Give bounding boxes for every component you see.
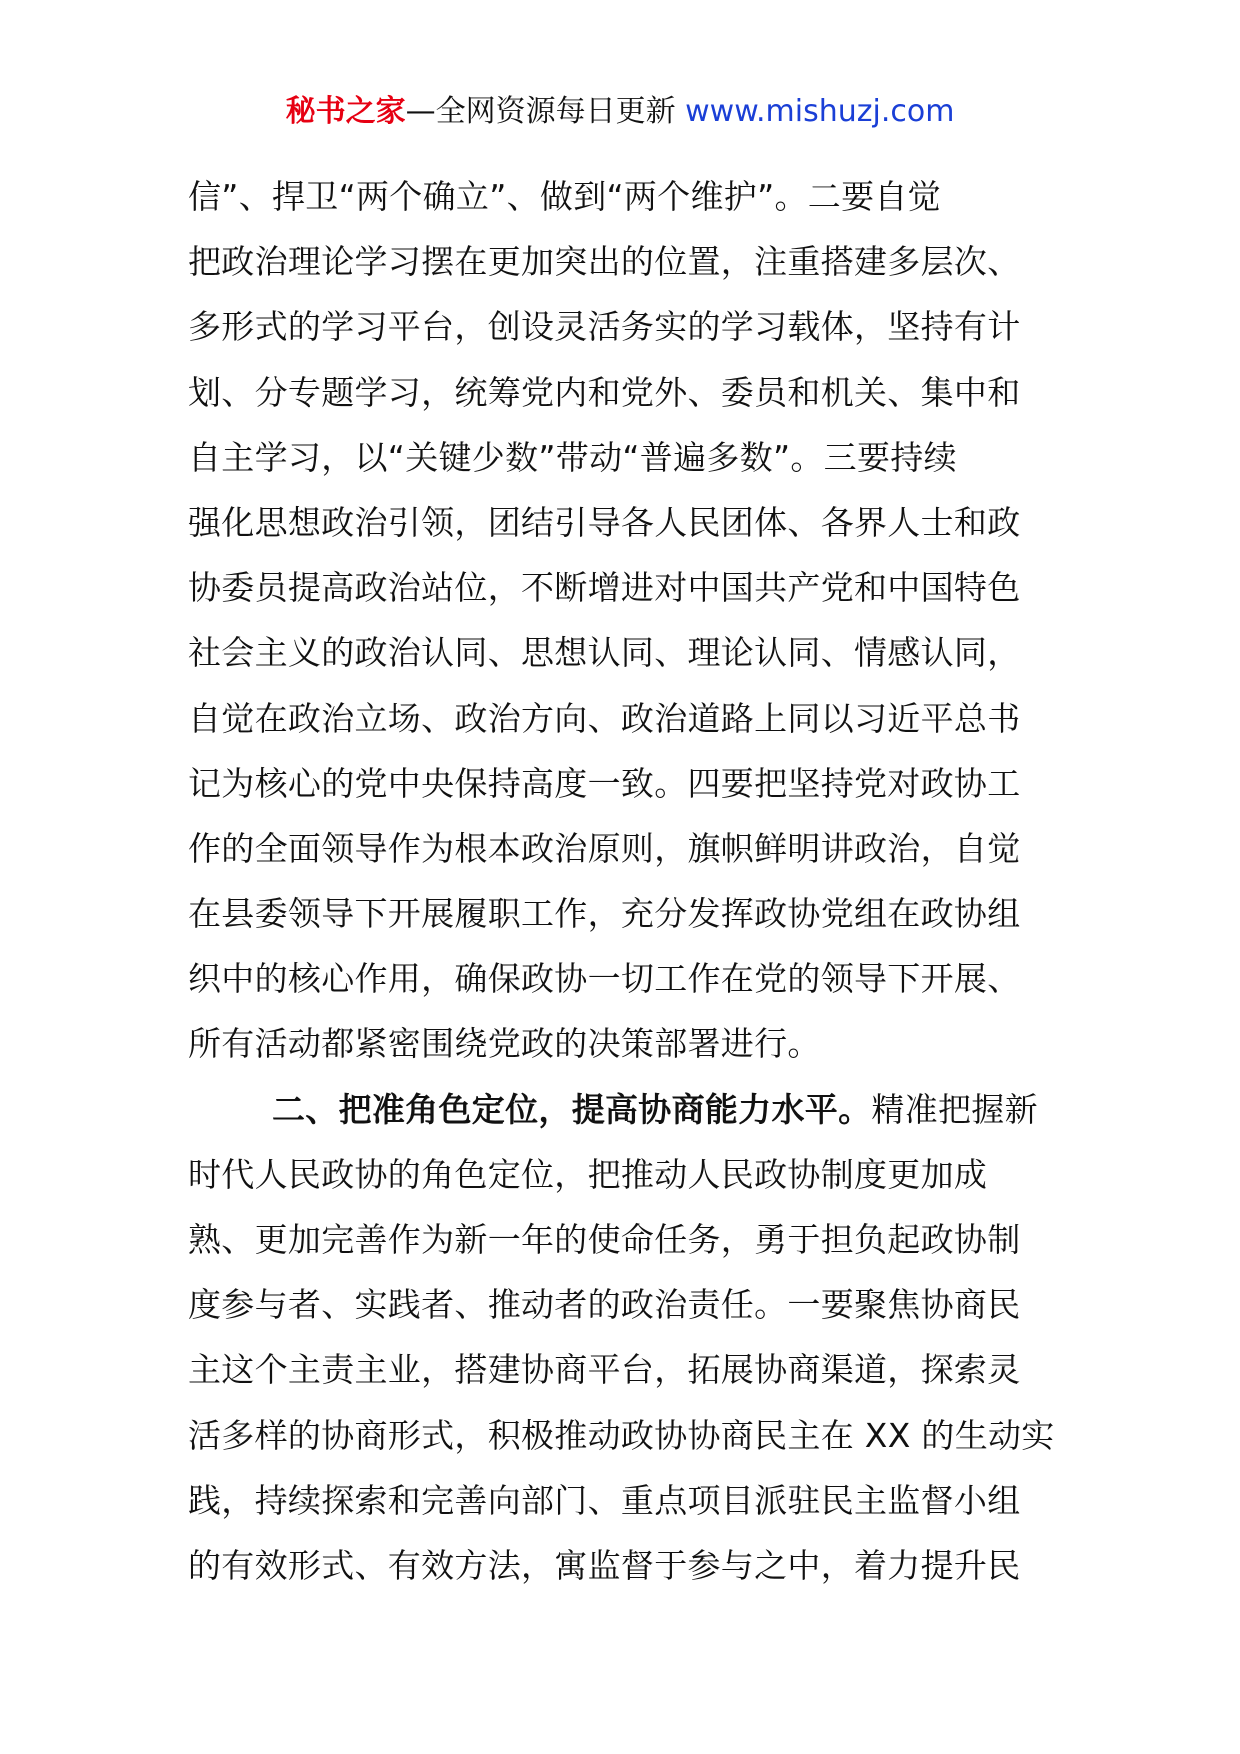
brand-name: 秘书之家 xyxy=(285,94,406,129)
body-line: 划、分专题学习，统筹党内和党外、委员和机关、集中和 xyxy=(188,372,1021,412)
body-line: 的有效形式、有效方法，寓监督于参与之中，着力提升民 xyxy=(188,1545,1021,1585)
body-line: 记为核心的党中央保持高度一致。四要把坚持党对政协工 xyxy=(188,763,1021,803)
body-line: 协委员提高政治站位，不断增进对中国共产党和中国特色 xyxy=(188,568,1021,608)
section-heading: 二、把准角色定位，提高协商能力水平。 xyxy=(272,1089,872,1129)
body-line: 社会主义的政治认同、思想认同、理论认同、情感认同， xyxy=(188,633,1021,673)
section-heading-line xyxy=(188,1077,1058,1142)
body-line: 所有活动都紧密围绕党政的决策部署进行。 xyxy=(188,1024,821,1064)
body-line: 自主学习，以“关键少数”带动“普遍多数”。三要持续 xyxy=(188,437,957,477)
body-line: 作的全面领导作为根本政治原则，旗帜鲜明讲政治，自觉 xyxy=(188,828,1021,868)
body-line: 信”、捍卫“两个确立”、做到“两个维护”。二要自觉 xyxy=(188,177,941,216)
body-line: 度参与者、实践者、推动者的政治责任。一要聚焦协商民 xyxy=(188,1285,1021,1325)
body-line: 主这个主责主业，搭建协商平台，拓展协商渠道，探索灵 xyxy=(188,1350,1021,1390)
body-line: 自觉在政治立场、政治方向、政治道路上同以习近平总书 xyxy=(188,698,1021,738)
body-line: 强化思想政治引领，团结引导各人民团体、各界人士和政 xyxy=(188,502,1021,542)
body-line: 织中的核心作用，确保政协一切工作在党的领导下开展、 xyxy=(188,959,1021,999)
body-line: 把政治理论学习摆在更加突出的位置，注重搭建多层次、 xyxy=(188,242,1021,282)
document-body xyxy=(188,164,1058,1598)
body-line: 在县委领导下开展履职工作，充分发挥政协党组在政协组 xyxy=(188,894,1021,934)
body-line: 活多样的协商形式，积极推动政协协商民主在 XX 的生动实 xyxy=(188,1415,1055,1455)
body-line: 践，持续探索和完善向部门、重点项目派驻民主监督小组 xyxy=(188,1480,1021,1520)
body-line: 时代人民政协的角色定位，把推动人民政协制度更加成 xyxy=(188,1154,988,1194)
site-header xyxy=(0,92,1240,132)
body-line: 多形式的学习平台，创设灵活务实的学习载体，坚持有计 xyxy=(188,307,1021,347)
section-first-text: 精准把握新 xyxy=(871,1089,1038,1129)
site-url-link[interactable]: www.mishuzj.com xyxy=(685,94,955,129)
header-tagline: —全网资源每日更新 xyxy=(405,94,686,129)
body-line: 熟、更加完善作为新一年的使命任务，勇于担负起政协制 xyxy=(188,1220,1021,1259)
